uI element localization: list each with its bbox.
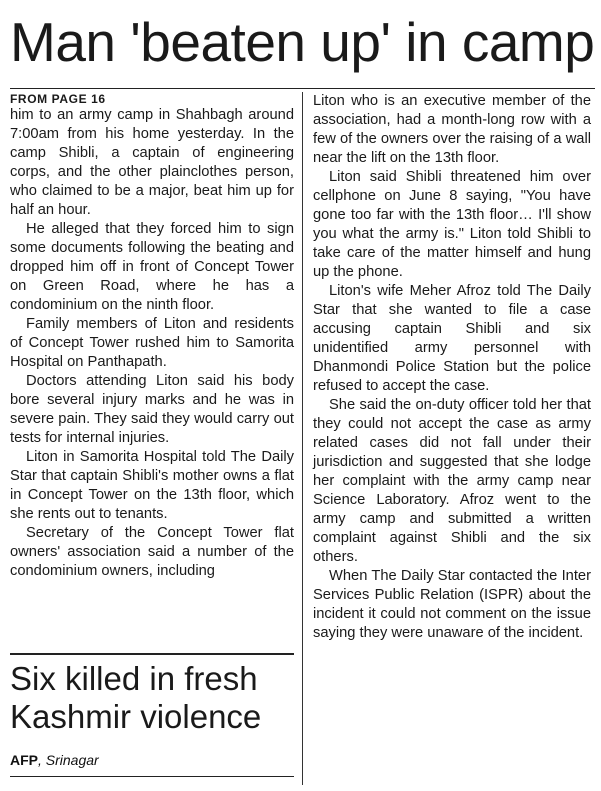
article-left-column — [10, 92, 294, 581]
article-paragraph: Secretary of the Concept Tower flat owners' association said a number of the condominium owners, including — [10, 525, 294, 579]
bottom-rule — [10, 776, 294, 777]
dateline-location: , Srinagar — [38, 752, 99, 768]
article-paragraph: him to an army camp in Shahbagh around 7:00am from his home yesterday. In the camp Shibli, a captain of engineering corps, and the other plainclothes person, who claimed to be a major, beat him up for half an hour. — [10, 107, 294, 218]
article-paragraph: When The Daily Star contacted the Inter Services Public Relation (ISPR) about the incident it could not comment on the issue saying they were unaware of the incident. — [313, 568, 591, 641]
article-paragraph: Family members of Liton and residents of Concept Tower rushed him to Samorita Hospital on Panthapath. — [10, 316, 294, 370]
article-right-column — [313, 92, 591, 643]
article-paragraph: Liton's wife Meher Afroz told The Daily Star that she wanted to file a case accusing captain Shibli and six unidentified army personnel with Dhanmondi Police Station but the police refused to accept the case. — [313, 283, 591, 394]
article-paragraph: Liton who is an executive member of the association, had a month-long row with a few of the owners over the raising of a wall near the lift on the 13th floor. — [313, 93, 591, 166]
top-rule — [10, 88, 595, 89]
news-agency: AFP — [10, 752, 38, 768]
article-paragraph: She said the on-duty officer told her that they could not accept the case as army related cases did not fall under their jurisdiction and suggested that she lodge her complaint with the army camp near Science Laboratory. Afroz went to the army camp and submitted a written complaint against Shibli and the six others. — [313, 397, 591, 565]
article-paragraph: Liton said Shibli threatened him over cellphone on June 8 saying, "You have gone too far with the 13th floor… I'll show you what the army is." Liton told Shibli to take care of the matter himself and hung up the phone. — [313, 169, 591, 280]
second-story-headline-line1: Six killed in fresh — [10, 660, 258, 697]
dateline — [10, 751, 99, 769]
article-paragraph: Liton in Samorita Hospital told The Daily Star that captain Shibli's mother owns a flat in Concept Tower on the 13th floor, which she rents out to tenants. — [10, 449, 294, 522]
section-rule — [10, 653, 294, 655]
article-paragraph: He alleged that they forced him to sign some documents following the beating and dropped him off in front of Concept Tower on Green Road, where he has a condominium on the ninth floor. — [10, 221, 294, 313]
from-page-label: FROM PAGE 16 — [10, 92, 106, 106]
column-divider — [302, 92, 303, 785]
page-title: Man 'beaten up' in camp — [10, 11, 595, 73]
second-story-headline-line2: Kashmir violence — [10, 698, 262, 735]
article-paragraph: Doctors attending Liton said his body bore several injury marks and he was in severe pain. They said they would carry out tests for internal injuries. — [10, 373, 294, 446]
second-story-headline — [10, 660, 300, 736]
